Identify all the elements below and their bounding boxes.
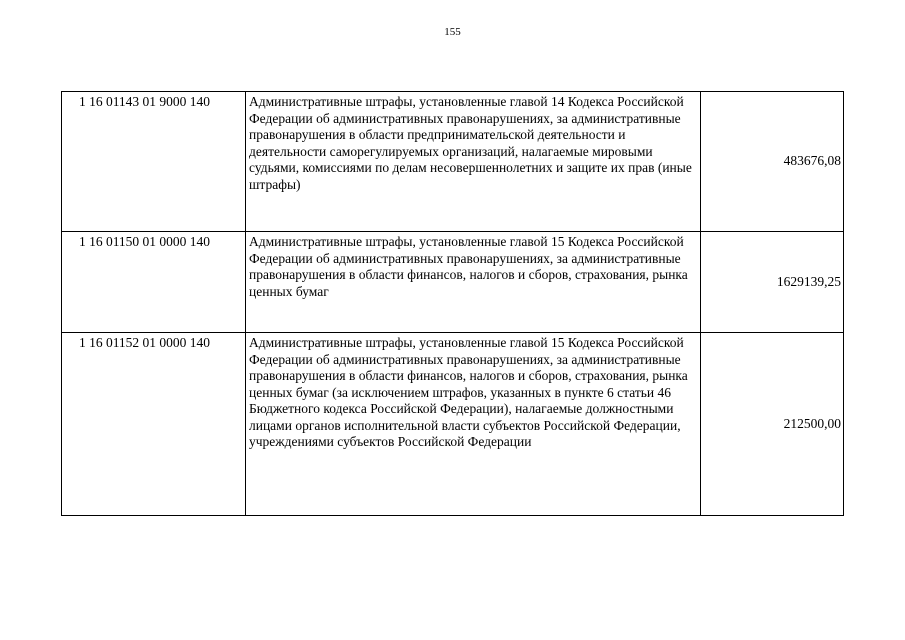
revenue-amount-cell: 483676,08 <box>701 92 844 232</box>
revenue-amount-cell: 212500,00 <box>701 333 844 516</box>
revenue-name-cell: Административные штрафы, установленные главой 15 Кодекса Российской Федерации об административных правонарушениях, за административные правонарушения в области финансов, налогов и сборов, страхования, рынка ценных бумаг (за исключением штрафов, указанных в пункте 6 статьи 46 Бюджетного кодекса Российской Федерации), налагаемые должностными лицами органов исполнительной власти субъектов Российской Федерации, учреждениями субъектов Российской Федерации <box>246 333 701 516</box>
table-row <box>62 333 844 516</box>
revenue-code-cell: 1 16 01150 01 0000 140 <box>62 232 246 333</box>
page-number: 155 <box>444 26 461 38</box>
table-row <box>62 92 844 232</box>
revenue-code-cell: 1 16 01152 01 0000 140 <box>62 333 246 516</box>
revenue-amount-cell: 1629139,25 <box>701 232 844 333</box>
revenue-code-cell: 1 16 01143 01 9000 140 <box>62 92 246 232</box>
revenue-name-cell: Административные штрафы, установленные главой 15 Кодекса Российской Федерации об административных правонарушениях, за административные правонарушения в области финансов, налогов и сборов, страхования, рынка ценных бумаг <box>246 232 701 333</box>
table-row <box>62 232 844 333</box>
revenue-name-cell: Административные штрафы, установленные главой 14 Кодекса Российской Федерации об административных правонарушениях, за административные правонарушения в области предпринимательской деятельности и деятельности саморегулируемых организаций, налагаемые мировыми судьями, комиссиями по делам несовершеннолетних и защите их прав (иные штрафы) <box>246 92 701 232</box>
budget-revenue-table <box>61 91 844 516</box>
